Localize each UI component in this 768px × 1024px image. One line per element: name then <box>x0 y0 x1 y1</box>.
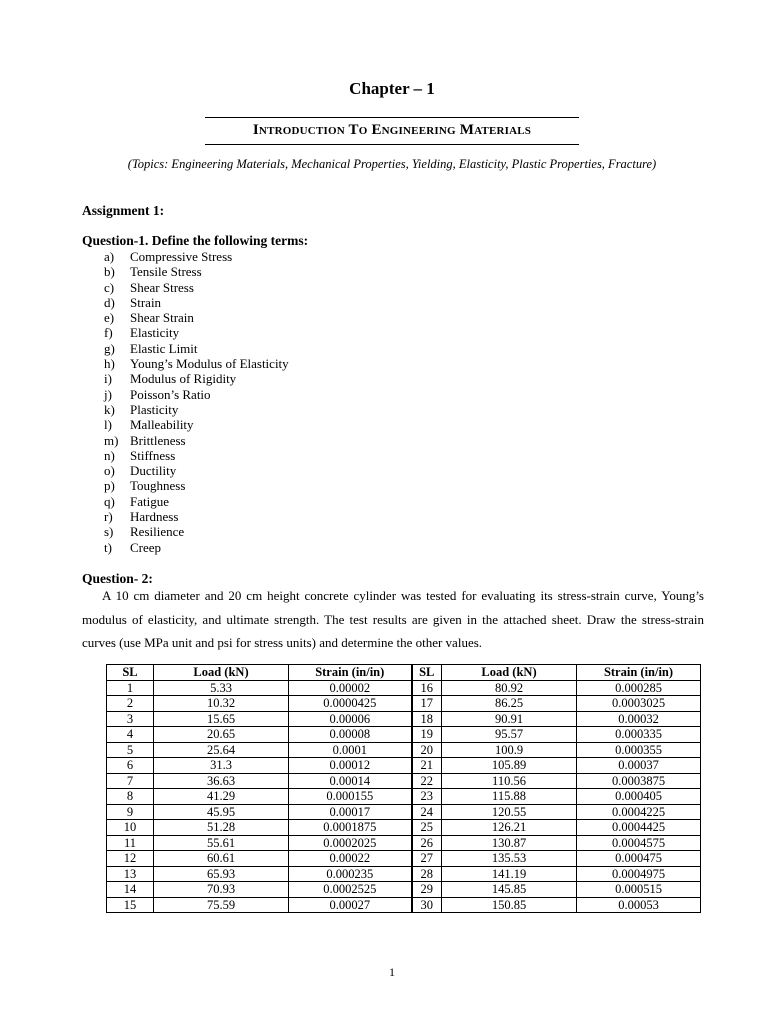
cell-sl: 16 <box>412 680 442 696</box>
header-load: Load (kN) <box>154 665 289 681</box>
cell-sl: 9 <box>107 804 154 820</box>
list-item-text: Malleability <box>130 417 194 433</box>
list-item <box>104 325 289 340</box>
cell-load: 90.91 <box>442 711 577 727</box>
list-item-letter: k) <box>104 401 115 417</box>
cell-strain: 0.0003875 <box>577 773 701 789</box>
list-item-letter: a) <box>104 249 115 264</box>
list-item-text: Shear Stress <box>130 279 194 295</box>
cell-sl: 6 <box>107 758 154 774</box>
list-item-letter: f) <box>104 325 113 341</box>
cell-strain: 0.0002025 <box>289 835 412 851</box>
list-item-text: Strain <box>130 294 162 310</box>
cell-sl: 20 <box>412 742 442 758</box>
cell-strain: 0.0004575 <box>577 835 701 851</box>
cell-sl: 29 <box>412 882 442 898</box>
cell-sl: 15 <box>107 897 154 913</box>
cell-strain: 0.00027 <box>289 897 412 913</box>
list-item <box>104 371 289 386</box>
cell-sl: 18 <box>412 711 442 727</box>
cell-load: 36.63 <box>154 773 289 789</box>
terms-list <box>104 249 289 555</box>
list-item-text: Plasticity <box>130 401 179 417</box>
cell-strain: 0.000155 <box>289 789 412 805</box>
list-item-text: Toughness <box>130 478 186 494</box>
list-item <box>104 295 289 310</box>
page-number: 1 <box>389 965 395 979</box>
list-item-letter: s) <box>104 524 114 540</box>
list-item-text: Elasticity <box>130 325 180 341</box>
cell-strain: 0.000335 <box>577 727 701 743</box>
cell-strain: 0.0001 <box>289 742 412 758</box>
list-item-text: Creep <box>130 539 162 555</box>
list-item <box>104 524 289 539</box>
question-2-body: A 10 cm diameter and 20 cm height concrete cylinder was tested for evaluating its stress-strain curve, Young’s modulus of elasticity, and ultimate strength. The test results are given in the attached sheet. Draw the stress-strain curves (use MPa unit and psi for stress units) and determine the other values. <box>82 588 704 650</box>
list-item-text: Tensile Stress <box>130 264 202 280</box>
cell-sl: 11 <box>107 835 154 851</box>
cell-load: 120.55 <box>442 804 577 820</box>
cell-load: 41.29 <box>154 789 289 805</box>
cell-strain: 0.000405 <box>577 789 701 805</box>
list-item-letter: o) <box>104 463 115 479</box>
cell-sl: 27 <box>412 851 442 867</box>
cell-load: 141.19 <box>442 866 577 882</box>
table-row <box>107 727 701 743</box>
cell-sl: 24 <box>412 804 442 820</box>
cell-load: 55.61 <box>154 835 289 851</box>
cell-strain: 0.000285 <box>577 680 701 696</box>
cell-load: 5.33 <box>154 680 289 696</box>
cell-sl: 1 <box>107 680 154 696</box>
table-row <box>107 866 701 882</box>
cell-load: 105.89 <box>442 758 577 774</box>
cell-load: 150.85 <box>442 897 577 913</box>
cell-sl: 4 <box>107 727 154 743</box>
assignment-heading: Assignment 1: <box>82 203 165 218</box>
cell-sl: 22 <box>412 773 442 789</box>
cell-strain: 0.0003025 <box>577 696 701 712</box>
list-item <box>104 249 289 264</box>
question-2-heading: Question- 2: <box>82 571 153 586</box>
list-item-text: Compressive Stress <box>130 249 233 264</box>
list-item-text: Shear Strain <box>130 310 194 326</box>
cell-sl: 21 <box>412 758 442 774</box>
cell-strain: 0.00022 <box>289 851 412 867</box>
cell-strain: 0.00053 <box>577 897 701 913</box>
list-item-letter: j) <box>104 386 112 402</box>
table-row <box>107 851 701 867</box>
cell-sl: 26 <box>412 835 442 851</box>
list-item-letter: n) <box>104 447 115 463</box>
cell-sl: 5 <box>107 742 154 758</box>
header-strain: Strain (in/in) <box>289 665 412 681</box>
cell-sl: 28 <box>412 866 442 882</box>
table-row <box>107 882 701 898</box>
cell-strain: 0.0002525 <box>289 882 412 898</box>
table-row <box>107 897 701 913</box>
list-item-text: Stiffness <box>130 447 176 463</box>
list-item-text: Poisson’s Ratio <box>130 386 211 402</box>
list-item-text: Hardness <box>130 509 179 525</box>
cell-sl: 14 <box>107 882 154 898</box>
list-item <box>104 310 289 325</box>
cell-load: 86.25 <box>442 696 577 712</box>
cell-load: 10.32 <box>154 696 289 712</box>
cell-load: 31.3 <box>154 758 289 774</box>
cell-sl: 2 <box>107 696 154 712</box>
cell-load: 75.59 <box>154 897 289 913</box>
table-row <box>107 773 701 789</box>
cell-strain: 0.0004425 <box>577 820 701 836</box>
title-rule-top <box>205 117 579 118</box>
list-item-letter: h) <box>104 356 115 372</box>
header-load: Load (kN) <box>442 665 577 681</box>
chapter-heading: Chapter – 1 <box>349 79 435 98</box>
cell-strain: 0.0000425 <box>289 696 412 712</box>
table-row <box>107 680 701 696</box>
table-row <box>107 758 701 774</box>
cell-sl: 7 <box>107 773 154 789</box>
cell-strain: 0.0004225 <box>577 804 701 820</box>
cell-strain: 0.000235 <box>289 866 412 882</box>
cell-strain: 0.00002 <box>289 680 412 696</box>
cell-load: 135.53 <box>442 851 577 867</box>
table-row <box>107 696 701 712</box>
list-item <box>104 540 289 555</box>
question-1-heading: Question-1. Define the following terms: <box>82 233 309 248</box>
list-item-text: Modulus of Rigidity <box>130 371 237 387</box>
list-item-text: Young’s Modulus of Elasticity <box>130 356 289 372</box>
list-item-letter: l) <box>104 417 112 433</box>
list-item <box>104 387 289 402</box>
cell-strain: 0.0001875 <box>289 820 412 836</box>
table-row <box>107 789 701 805</box>
cell-load: 45.95 <box>154 804 289 820</box>
topics-line: (Topics: Engineering Materials, Mechanical Properties, Yielding, Elasticity, Plastic Properties, Fracture) <box>127 157 657 171</box>
cell-load: 95.57 <box>442 727 577 743</box>
cell-strain: 0.00014 <box>289 773 412 789</box>
list-item-letter: d) <box>104 294 115 310</box>
cell-load: 80.92 <box>442 680 577 696</box>
cell-strain: 0.000355 <box>577 742 701 758</box>
list-item <box>104 433 289 448</box>
list-item-letter: c) <box>104 279 115 295</box>
test-results-table <box>106 664 701 913</box>
chapter-title: Introduction To Engineering Materials <box>252 122 532 138</box>
list-item-letter: g) <box>104 340 115 356</box>
cell-strain: 0.00032 <box>577 711 701 727</box>
list-item-text: Fatigue <box>130 493 169 509</box>
list-item-text: Resilience <box>130 524 185 540</box>
cell-sl: 13 <box>107 866 154 882</box>
cell-load: 51.28 <box>154 820 289 836</box>
cell-strain: 0.000515 <box>577 882 701 898</box>
list-item <box>104 509 289 524</box>
cell-strain: 0.0004975 <box>577 866 701 882</box>
list-item-letter: p) <box>104 478 115 494</box>
cell-sl: 12 <box>107 851 154 867</box>
header-sl: SL <box>107 665 154 681</box>
list-item-letter: r) <box>104 509 113 525</box>
cell-load: 126.21 <box>442 820 577 836</box>
table-row <box>107 835 701 851</box>
cell-sl: 8 <box>107 789 154 805</box>
list-item <box>104 478 289 493</box>
list-item-text: Elastic Limit <box>130 340 198 356</box>
list-item-letter: q) <box>104 493 115 509</box>
table-row <box>107 804 701 820</box>
list-item-letter: i) <box>104 371 112 387</box>
cell-strain: 0.000475 <box>577 851 701 867</box>
list-item <box>104 341 289 356</box>
list-item-letter: e) <box>104 310 115 326</box>
cell-strain: 0.00008 <box>289 727 412 743</box>
cell-sl: 10 <box>107 820 154 836</box>
list-item-letter: m) <box>104 432 119 448</box>
cell-load: 25.64 <box>154 742 289 758</box>
header-sl: SL <box>412 665 442 681</box>
cell-load: 100.9 <box>442 742 577 758</box>
table-row <box>107 711 701 727</box>
cell-load: 65.93 <box>154 866 289 882</box>
header-strain: Strain (in/in) <box>577 665 701 681</box>
list-item <box>104 448 289 463</box>
cell-load: 20.65 <box>154 727 289 743</box>
list-item <box>104 463 289 478</box>
cell-load: 70.93 <box>154 882 289 898</box>
cell-load: 130.87 <box>442 835 577 851</box>
table-header-row <box>107 665 701 681</box>
cell-load: 115.88 <box>442 789 577 805</box>
cell-load: 145.85 <box>442 882 577 898</box>
list-item-letter: b) <box>104 264 115 280</box>
list-item <box>104 264 289 279</box>
cell-sl: 30 <box>412 897 442 913</box>
cell-strain: 0.00017 <box>289 804 412 820</box>
cell-sl: 19 <box>412 727 442 743</box>
cell-strain: 0.00006 <box>289 711 412 727</box>
list-item-letter: t) <box>104 539 112 555</box>
list-item <box>104 356 289 371</box>
cell-sl: 3 <box>107 711 154 727</box>
list-item <box>104 494 289 509</box>
cell-load: 110.56 <box>442 773 577 789</box>
list-item-text: Ductility <box>130 463 177 479</box>
list-item <box>104 402 289 417</box>
cell-sl: 23 <box>412 789 442 805</box>
list-item-text: Brittleness <box>130 432 186 448</box>
cell-load: 15.65 <box>154 711 289 727</box>
list-item <box>104 280 289 295</box>
table-row <box>107 742 701 758</box>
cell-sl: 25 <box>412 820 442 836</box>
cell-strain: 0.00012 <box>289 758 412 774</box>
cell-sl: 17 <box>412 696 442 712</box>
cell-load: 60.61 <box>154 851 289 867</box>
list-item <box>104 417 289 432</box>
table-row <box>107 820 701 836</box>
cell-strain: 0.00037 <box>577 758 701 774</box>
title-rule-bottom <box>205 144 579 145</box>
